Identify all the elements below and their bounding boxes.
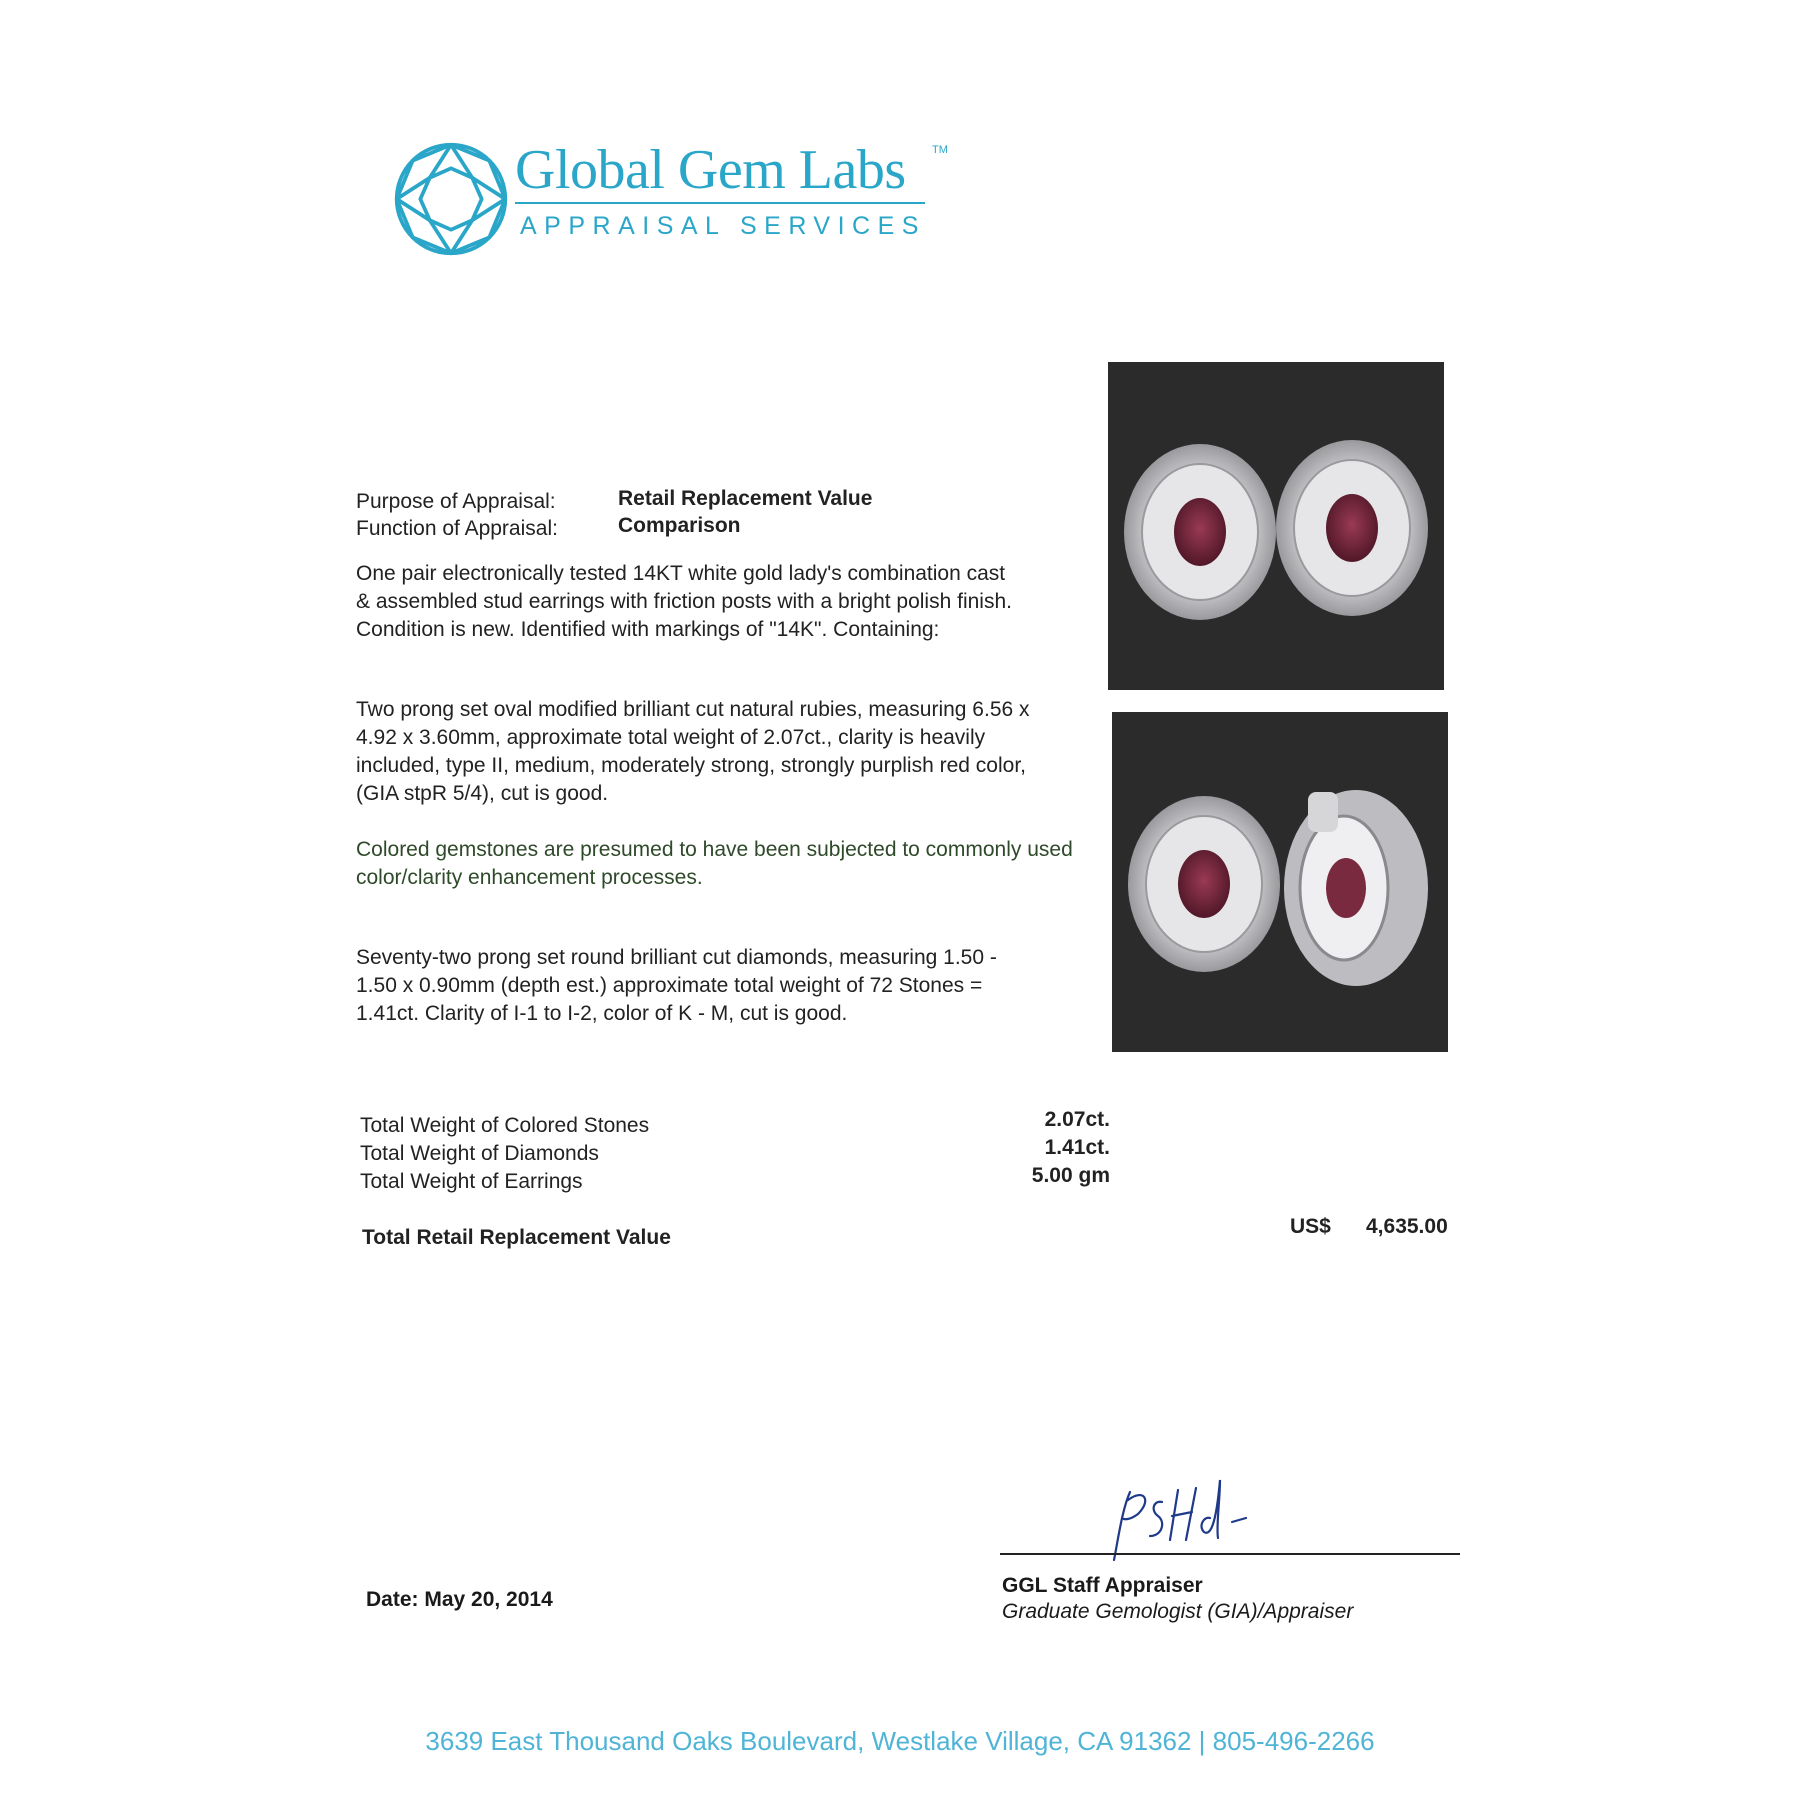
weight-value-colored: 2.07ct. [1044, 1108, 1110, 1131]
weight-label-earrings: Total Weight of Earrings [360, 1170, 583, 1193]
appraisal-date: Date: May 20, 2014 [366, 1588, 553, 1611]
purpose-value: Retail Replacement Value [618, 487, 873, 510]
function-value: Comparison [618, 514, 741, 537]
appraiser-signature [1100, 1470, 1270, 1570]
total-value-amount: 4,635.00 [1366, 1215, 1448, 1238]
earrings-side-photo [1112, 712, 1448, 1052]
company-name: Global Gem Labs [515, 139, 906, 201]
treatment-disclosure: Colored gemstones are presumed to have been subjected to commonly used color/clarity enhancement processes. [356, 838, 1073, 889]
weight-value-diamonds: 1.41ct. [1044, 1136, 1110, 1159]
total-value-label: Total Retail Replacement Value [362, 1226, 671, 1249]
purpose-label: Purpose of Appraisal: [356, 490, 556, 513]
logo-divider [515, 202, 925, 204]
gem-logo-icon [392, 140, 510, 258]
item-description: One pair electronically tested 14KT white gold lady's combination cast & assembled stud earrings with friction posts with a bright polish finish. Condition is new. Identified with markings of "14K". Containing: [356, 562, 1012, 641]
appraiser-title: GGL Staff Appraiser [1002, 1574, 1203, 1597]
weight-label-diamonds: Total Weight of Diamonds [360, 1142, 599, 1165]
weight-label-colored: Total Weight of Colored Stones [360, 1114, 650, 1137]
footer-address: 3639 East Thousand Oaks Boulevard, Westlake Village, CA 91362 | 805-496-2266 [425, 1726, 1375, 1756]
weight-value-earrings: 5.00 gm [1031, 1164, 1110, 1187]
weights-values [980, 1106, 1110, 1190]
weights-table [360, 1112, 649, 1196]
company-subtitle: APPRAISAL SERVICES [520, 212, 926, 240]
currency-label: US$ [1290, 1215, 1331, 1238]
appraiser-credentials: Graduate Gemologist (GIA)/Appraiser [1002, 1600, 1354, 1623]
earrings-front-photo [1108, 362, 1444, 690]
function-label: Function of Appraisal: [356, 517, 558, 540]
diamond-description: Seventy-two prong set round brilliant cut diamonds, measuring 1.50 - 1.50 x 0.90mm (depth est.) approximate total weight of 72 Stones = 1.41ct. Clarity of I-1 to I-2, color of K - M, cut is good. [356, 946, 997, 1025]
trademark-mark: TM [932, 144, 948, 156]
signature-line [1000, 1553, 1460, 1555]
ruby-description: Two prong set oval modified brilliant cut natural rubies, measuring 6.56 x 4.92 x 3.60mm, approximate total weight of 2.07ct., clarity is heavily included, type II, medium, moderately strong, strongly purplish red color, (GIA stpR 5/4), cut is good. [356, 698, 1030, 805]
